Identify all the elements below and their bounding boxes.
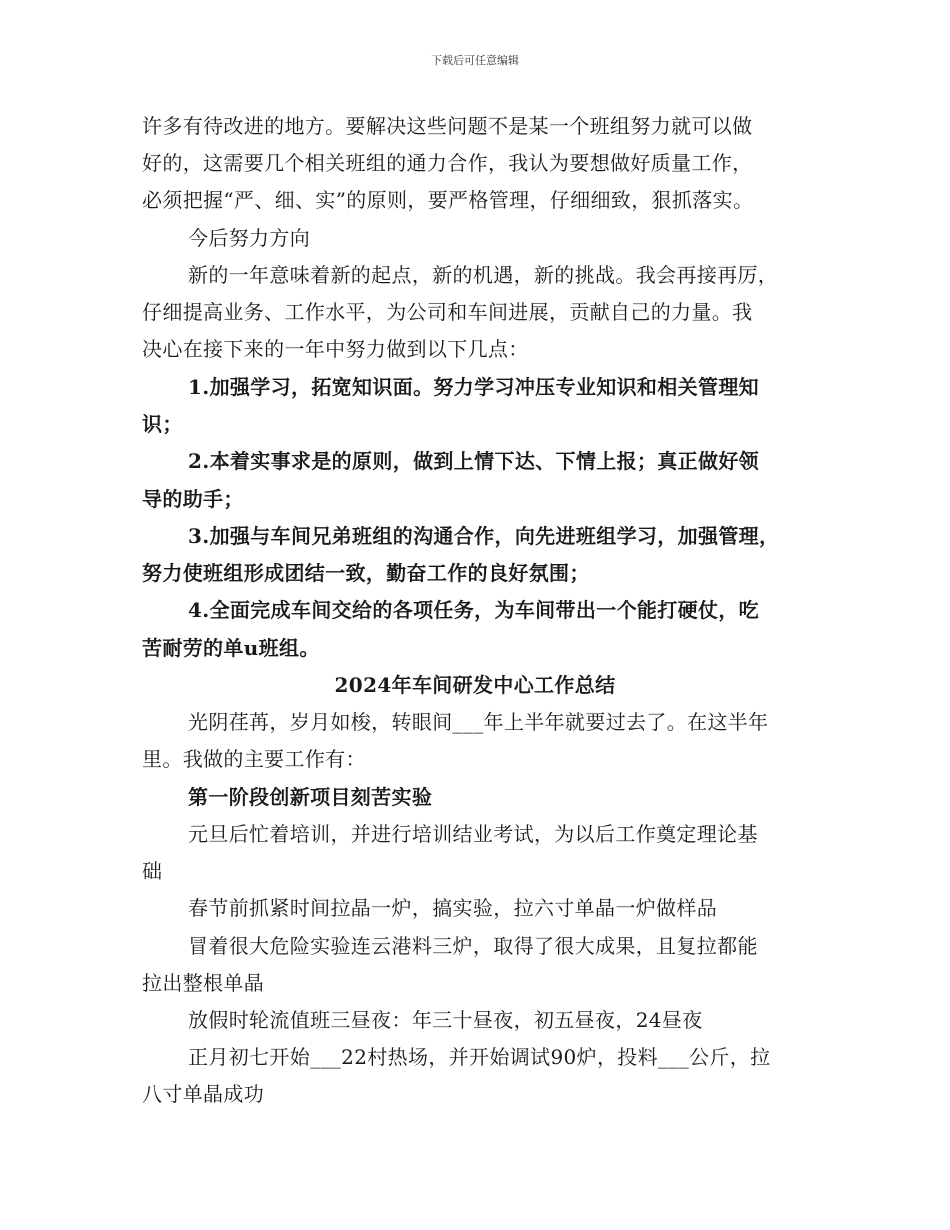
text-line: 仔细提高业务、工作水平，为公司和车间进展，贡献自己的力量。我 <box>142 300 753 324</box>
list-item-2: 2.本着实事求是的原则，做到上情下达、下情上报；真正做好领 <box>188 449 760 473</box>
list-item-3: 3.加强与车间兄弟班组的沟通合作，向先进班组学习，加强管理， <box>188 524 780 548</box>
list-item-3-cont: 努力使班组形成团结一致，勤奋工作的良好氛围； <box>142 561 590 585</box>
text-line: 元旦后忙着培训，并进行培训结业考试，为以后工作奠定理论基 <box>188 822 758 846</box>
list-item-4-cont: 苦耐劳的单u班组。 <box>142 636 320 660</box>
text-line: 春节前抓紧时间拉晶一炉，搞实验，拉六寸单晶一炉做样品 <box>188 896 718 920</box>
text-line: 八寸单晶成功 <box>142 1082 265 1106</box>
text-line: 冒着很大危险实验连云港料三炉，取得了很大成果，且复拉都能 <box>188 934 758 958</box>
list-item-4: 4.全面完成车间交给的各项任务，为车间带出一个能打硬仗，吃 <box>188 598 760 622</box>
text-line: 光阴荏苒，岁月如梭，转眼间___年上半年就要过去了。在这半年 <box>188 710 769 734</box>
page-header: 下载后可任意编辑 <box>431 54 519 67</box>
list-item-1: 1.加强学习，拓宽知识面。努力学习冲压专业知识和相关管理知 <box>188 375 760 399</box>
text-line: 必须把握“严、细、实”的原则，要严格管理，仔细细致，狠抓落实。 <box>142 188 754 212</box>
section-heading: 今后努力方向 <box>188 226 311 250</box>
list-item-1-cont: 识； <box>142 412 183 436</box>
text-line: 放假时轮流值班三昼夜：年三十昼夜，初五昼夜，24昼夜 <box>188 1008 703 1032</box>
text-line: 础 <box>142 859 163 883</box>
text-line: 正月初七开始___22村热场，并开始调试90炉，投料___公斤，拉 <box>188 1045 771 1069</box>
list-item-2-cont: 导的助手； <box>142 487 244 511</box>
text-line: 拉出整根单晶 <box>142 971 265 995</box>
text-line: 新的一年意味着新的起点，新的机遇，新的挑战。我会再接再厉， <box>188 263 779 287</box>
text-line: 决心在接下来的一年中努力做到以下几点： <box>142 337 529 361</box>
text-line: 许多有待改进的地方。要解决这些问题不是某一个班组努力就可以做 <box>142 114 753 138</box>
text-line: 好的，这需要几个相关班组的通力合作，我认为要想做好质量工作， <box>142 151 753 175</box>
document-title: 2024年车间研发中心工作总结 <box>334 673 616 697</box>
text-line: 里。我做的主要工作有： <box>142 747 366 771</box>
section-heading: 第一阶段创新项目刻苦实验 <box>188 785 433 809</box>
